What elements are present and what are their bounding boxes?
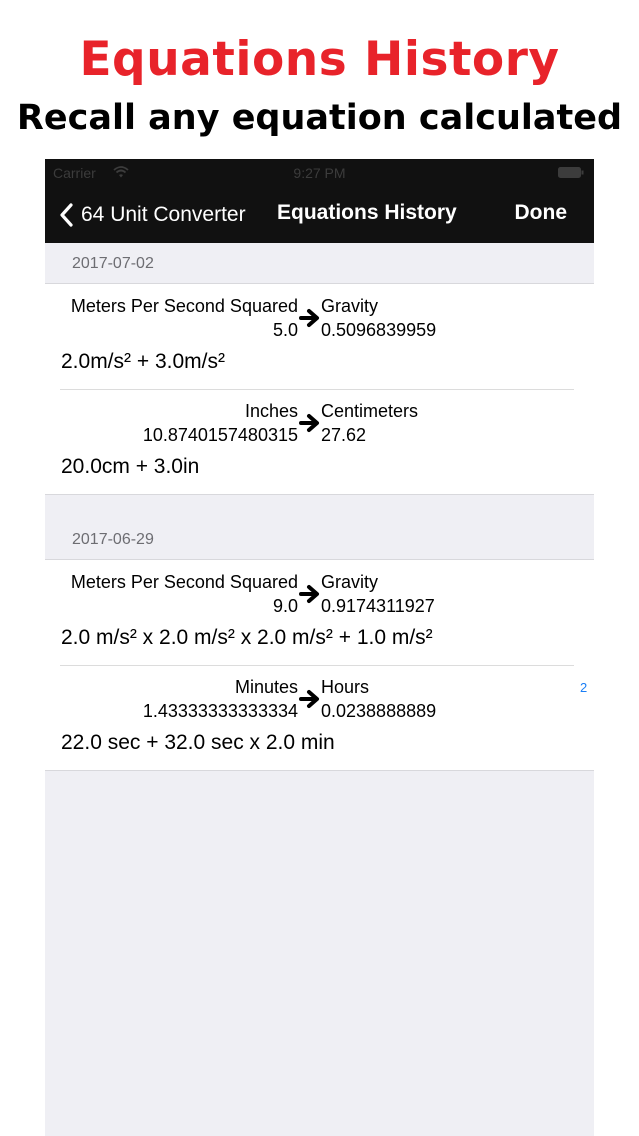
section-date: 2017-07-02	[72, 255, 154, 272]
from-value: 5.0	[272, 320, 298, 340]
to-unit-label: Hours	[321, 677, 370, 697]
to-value: 27.62	[321, 425, 367, 445]
equation-text: 22.0 sec + 32.0 sec x 2.0 min	[61, 731, 335, 754]
section-header	[45, 494, 594, 560]
section-date: 2017-06-29	[72, 531, 154, 548]
equation-text: 2.0 m/s² x 2.0 m/s² x 2.0 m/s² + 1.0 m/s²	[61, 626, 433, 649]
status-time: 9:27 PM	[293, 165, 346, 181]
navigation-bar	[45, 187, 594, 243]
history-section	[45, 560, 594, 770]
status-bar	[45, 159, 594, 187]
arrow-right-icon	[299, 584, 321, 604]
history-row[interactable]	[45, 560, 594, 665]
section-header	[45, 243, 594, 284]
arrow-right-icon	[299, 413, 321, 433]
equation-text: 2.0m/s² + 3.0m/s²	[61, 350, 225, 373]
chevron-left-icon	[59, 203, 73, 227]
history-row[interactable]	[45, 389, 594, 494]
to-unit-label: Gravity	[321, 572, 379, 592]
to-value: 0.0238888889	[321, 701, 437, 721]
from-unit-label: Meters Per Second Squared	[70, 296, 298, 316]
history-row[interactable]	[45, 665, 594, 770]
to-value: 0.9174311927	[321, 596, 435, 616]
done-button[interactable]: Done	[514, 201, 567, 224]
promo-title: Equations History	[79, 32, 560, 87]
from-value: 9.0	[272, 596, 298, 616]
device-screen	[45, 159, 594, 1136]
from-value: 1.43333333333334	[142, 701, 298, 721]
arrow-right-icon	[299, 308, 321, 328]
to-unit-label: Centimeters	[321, 401, 419, 421]
from-unit-label: Minutes	[234, 677, 298, 697]
section-divider	[45, 770, 594, 771]
row-badge: 2	[580, 680, 588, 695]
arrow-right-icon	[299, 689, 321, 709]
from-value: 10.8740157480315	[142, 425, 298, 445]
back-label: 64 Unit Converter	[81, 203, 246, 226]
history-row[interactable]	[45, 284, 594, 389]
to-unit-label: Gravity	[321, 296, 379, 316]
battery-icon	[558, 167, 584, 178]
equation-text: 20.0cm + 3.0in	[61, 455, 200, 478]
history-section	[45, 284, 594, 494]
history-list	[45, 243, 594, 1136]
promo-subtitle: Recall any equation calculated	[16, 98, 623, 138]
carrier-label: Carrier	[53, 165, 96, 181]
to-value: 0.5096839959	[321, 320, 437, 340]
from-unit-label: Meters Per Second Squared	[70, 572, 298, 592]
from-unit-label: Inches	[244, 401, 298, 421]
back-button[interactable]	[59, 199, 246, 231]
page-title: Equations History	[277, 201, 457, 224]
